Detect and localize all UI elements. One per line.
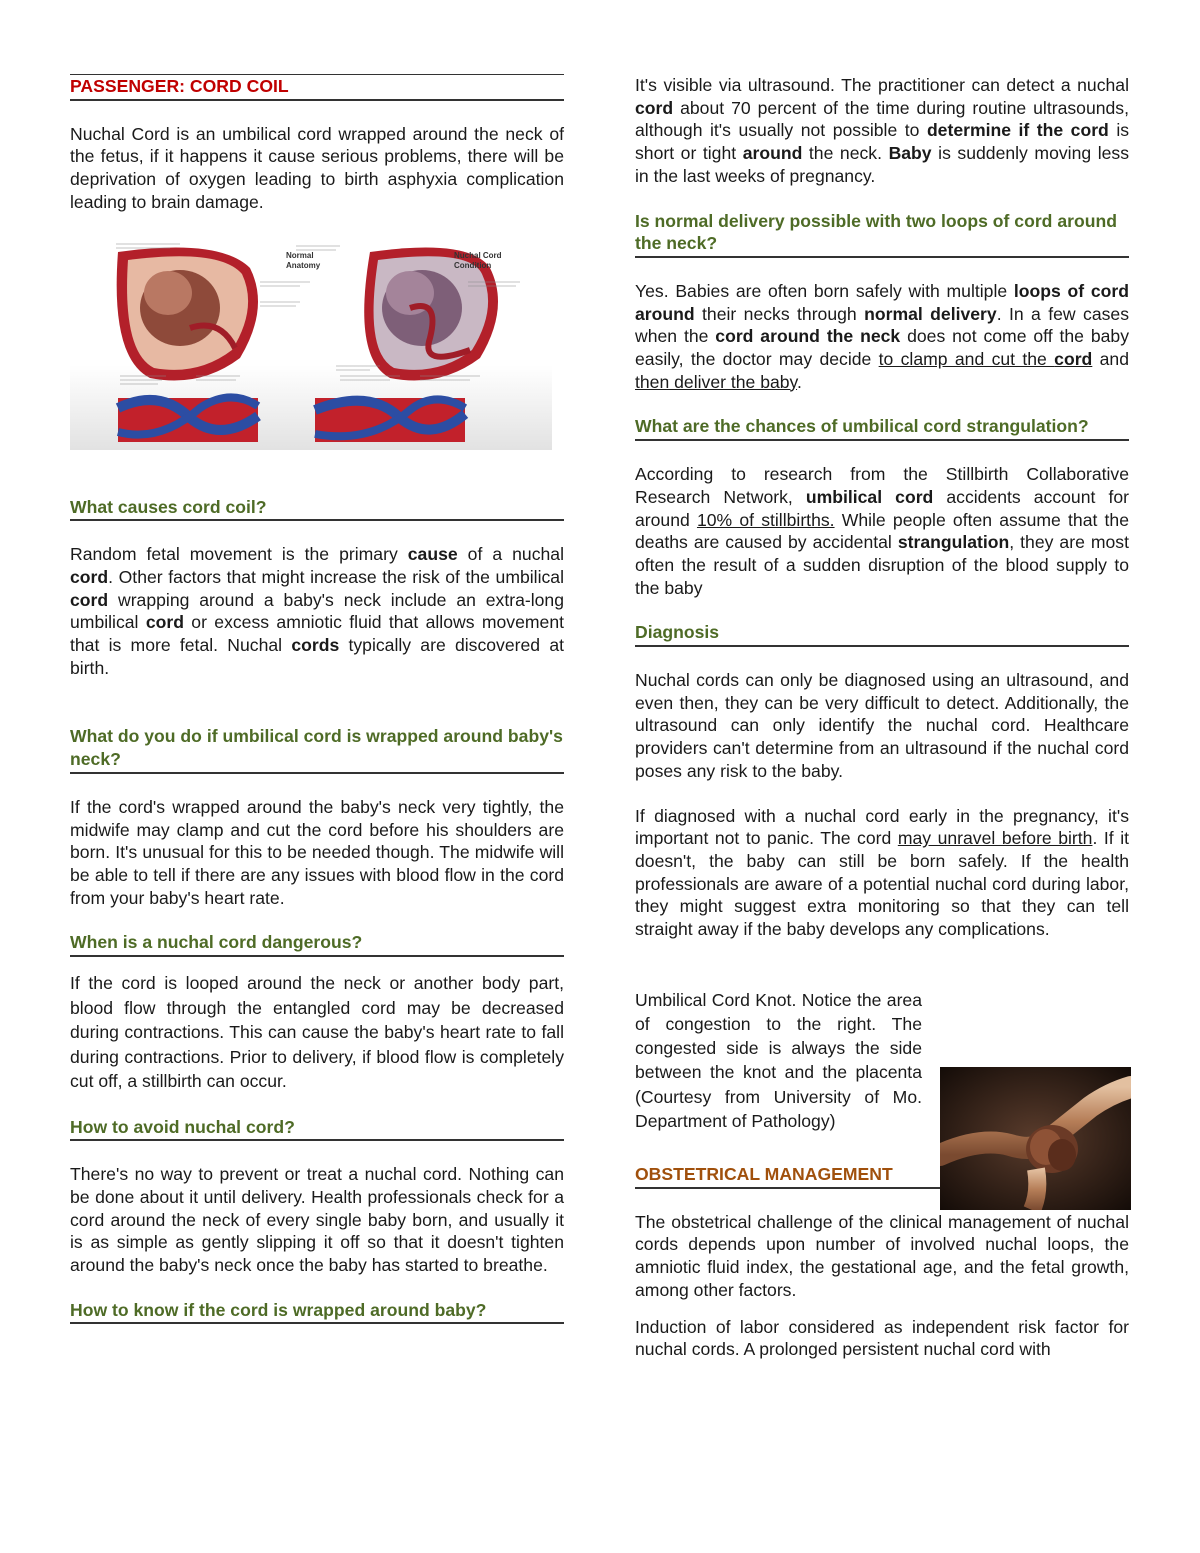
- heading-obstetrical-management: OBSTETRICAL MANAGEMENT: [635, 1163, 1129, 1189]
- heading-how-avoid: How to avoid nuchal cord?: [70, 1116, 564, 1142]
- paragraph-what-causes: Random fetal movement is the primary cause of a nuchal cord. Other factors that might increase the risk of the umbilical cord wrapping around a baby's neck include an extra-long umbilical cord or excess amniotic fluid that allows movement that is more fetal. Nuchal cords typically are discovered at birth.: [70, 544, 564, 678]
- paragraph-diagnosis-1: Nuchal cords can only be diagnosed using an ultrasound, and even then, they can be very difficult to detect. Additionally, the ultrasound can only identify the nuchal cord. Healthcare providers can't determine from an ultrasound if the nuchal cord poses any risk to the baby.: [635, 670, 1129, 781]
- heading-strangulation: What are the chances of umbilical cord strangulation?: [635, 415, 1129, 441]
- cord-knot-photo: [940, 1067, 1131, 1210]
- heading-when-dangerous: When is a nuchal cord dangerous?: [70, 931, 564, 957]
- paragraph-diagnosis-2: If diagnosed with a nuchal cord early in the pregnancy, it's important not to panic. The cord may unravel before birth. If it doesn't, the baby can still be born safely. If the health professionals are aware of a potential nuchal cord during labor, they might suggest extra monitoring so that they can tell straight away if the baby develops any complications.: [635, 805, 1129, 940]
- heading-what-causes: What causes cord coil?: [70, 496, 564, 522]
- paragraph-normal-delivery: Yes. Babies are often born safely with multiple loops of cord around their necks through normal delivery. In a few cases when the cord around the neck does not come off the baby easily, the doctor may decide to clamp and cut the cord and then deliver the baby.: [635, 280, 1130, 392]
- paragraph-what-do-you-do: If the cord's wrapped around the baby's neck very tightly, the midwife may clamp and cut the cord before his shoulders are born. It's unusual for this to be needed though. The midwife will be able to tell if there are any issues with blood flow in the cord from your baby's heart rate.: [70, 796, 564, 908]
- paragraph-how-avoid: There's no way to prevent or treat a nuchal cord. Nothing can be done about it until delivery. Health professionals check for a cord around the neck of every single baby born, and usually it is as simple as gently slipping it off so that it doesn't tighten around the baby's neck once the baby has started to breathe.: [70, 1164, 564, 1276]
- intro-paragraph: Nuchal Cord is an umbilical cord wrapped around the neck of the fetus, if it happens it cause serious problems, there will be deprivation of oxygen leading to birth asphyxia complication leading to brain damage.: [70, 123, 564, 212]
- paragraph-obstetrical-1: The obstetrical challenge of the clinical management of nuchal cords depends upon number of involved nuchal loops, the amniotic fluid index, the gestational age, and the fetal growth, among other factors.: [635, 1211, 1129, 1300]
- paragraph-strangulation: According to research from the Stillbirth Collaborative Research Network, umbilical cord accidents account for around 10% of stillbirths. While people often assume that the deaths are caused by accidental strangulation, they are most often the result of a sudden disruption of the blood supply to the baby: [635, 464, 1129, 598]
- heading-how-know: How to know if the cord is wrapped around baby?: [70, 1299, 564, 1325]
- nuchal-cord-illustration: [70, 238, 552, 450]
- heading-diagnosis: Diagnosis: [635, 621, 1129, 647]
- paragraph-how-know: It's visible via ultrasound. The practitioner can detect a nuchal cord about 70 percent of the time during routine ultrasounds, although it's usually not possible to determine if the cord is short or tight around the neck. Baby is suddenly moving less in the last weeks of pregnancy.: [635, 75, 1130, 186]
- fig-label-normal: Normal: [286, 250, 314, 260]
- paragraph-obstetrical-2: Induction of labor considered as independent risk factor for nuchal cords. A prolonged persistent nuchal cord with: [635, 1316, 1129, 1360]
- left-column: [70, 60, 564, 1324]
- fig-label-anatomy: Anatomy: [286, 260, 321, 270]
- paragraph-when-dangerous: If the cord is looped around the neck or another body part, blood flow through the entangled cord may be decreased during contractions. This can cause the baby's heart rate to fall during contractions. Prior to delivery, if blood flow is completely cut off, a stillbirth can occur.: [70, 973, 564, 1092]
- fig-label-nuchal: Nuchal Cord: [454, 250, 502, 260]
- heading-what-do-you-do: What do you do if umbilical cord is wrapped around baby's neck?: [70, 725, 564, 773]
- section-title: PASSENGER: CORD COIL: [70, 75, 564, 101]
- knot-caption: Umbilical Cord Knot. Notice the area of congestion to the right. The congested side is always the side between the knot and the placenta (Courtesy from University of Mo. Department of Pathology): [635, 989, 922, 1131]
- heading-normal-delivery: Is normal delivery possible with two loops of cord around the neck?: [635, 210, 1129, 258]
- fig-label-condition: Condition: [454, 260, 492, 270]
